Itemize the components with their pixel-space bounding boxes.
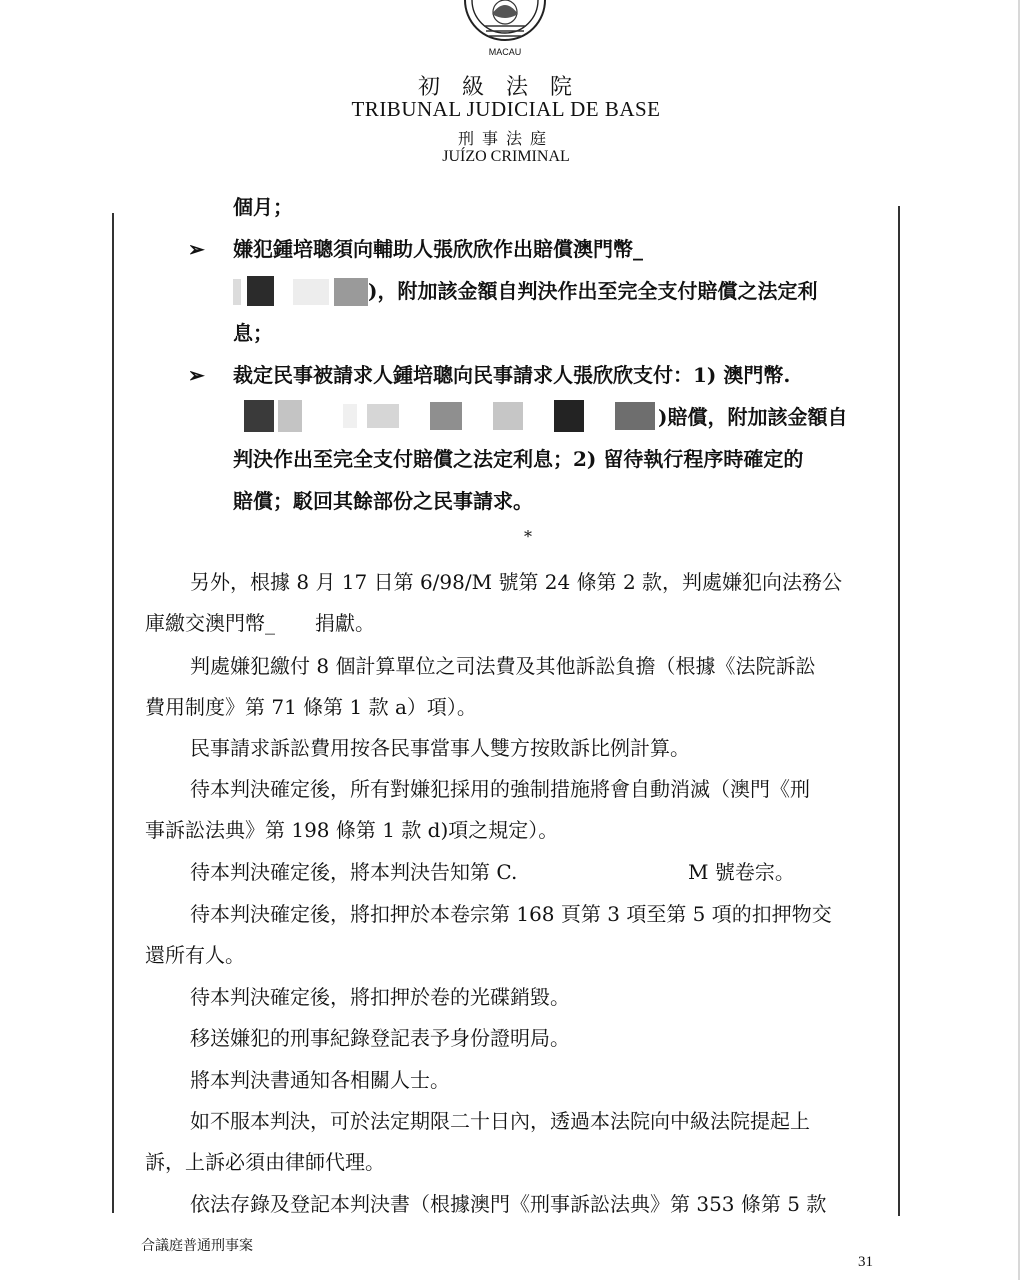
page-number: 31 [858, 1254, 873, 1270]
emblem-caption: MACAU [488, 47, 522, 57]
text-line: M 號卷宗。 [688, 860, 795, 884]
redaction-block [343, 404, 357, 428]
text-line: 依法存錄及登記本判決書（根據澳門《刑事訴訟法典》第 353 條第 5 款 [190, 1192, 827, 1216]
text-line: 事訴訟法典》第 198 條第 1 款 d)項之規定）。 [145, 818, 559, 842]
text-line: )，附加該金額自判決作出至完全支付賠償之法定利 [368, 279, 818, 303]
text-line: 判決作出至完全支付賠償之法定利息；2) 留待執行程序時確定的 [233, 447, 804, 471]
page-edge [1018, 0, 1020, 1280]
division-name-pt: JUÍZO CRIMINAL [442, 148, 570, 165]
text-line: 還所有人。 [145, 943, 245, 967]
section-separator: * [524, 527, 532, 546]
text-line: 如不服本判決，可於法定期限二十日內，透過本法院向中級法院提起上 [190, 1109, 810, 1133]
text-line: 將本判決書通知各相關人士。 [190, 1068, 450, 1092]
redaction-block [430, 402, 462, 430]
redaction-block [615, 402, 655, 430]
macau-emblem-icon [462, 0, 548, 66]
text-line: 嫌犯鍾培聰須向輔助人張欣欣作出賠償澳門幣_ [233, 237, 643, 261]
redaction-block [554, 400, 584, 432]
redaction-block [244, 400, 274, 432]
text-line: 待本判決確定後，所有對嫌犯採用的強制措施將會自動消滅（澳門《刑 [190, 777, 810, 801]
court-name-pt: TRIBUNAL JUDICIAL DE BASE [351, 97, 661, 121]
redaction-block [233, 279, 241, 305]
text-line: 訴，上訴必須由律師代理。 [145, 1150, 385, 1174]
text-line: 裁定民事被請求人鍾培聰向民事請求人張欣欣支付：1) 澳門幣. [233, 363, 791, 387]
bullet-arrow-icon: ➢ [188, 363, 205, 387]
redaction-block [367, 404, 399, 428]
text-line: 另外，根據 8 月 17 日第 6/98/M 號第 24 條第 2 款，判處嫌犯向法務公 [190, 570, 843, 594]
case-type-footer: 合議庭普通刑事案 [141, 1238, 253, 1254]
right-margin-rule [898, 206, 900, 1216]
text-line: 捐獻。 [315, 611, 375, 635]
court-name-zh: 初級法院 [417, 75, 594, 100]
redaction-block [278, 400, 302, 432]
text-line: 待本判決確定後，將本判決告知第 C. [190, 860, 518, 884]
left-margin-rule [112, 213, 114, 1213]
text-line: 民事請求訴訟費用按各民事當事人雙方按敗訴比例計算。 [190, 736, 690, 760]
redaction-block [493, 402, 523, 430]
text-line: 待本判決確定後，將扣押於卷的光碟銷毀。 [190, 985, 570, 1009]
redaction-block [334, 278, 368, 306]
text-line: 判處嫌犯繳付 8 個計算單位之司法費及其他訴訟負擔（根據《法院訴訟 [190, 654, 816, 678]
redaction-block [293, 279, 329, 305]
division-name-zh: 刑事法庭 [457, 129, 554, 148]
text-line: 賠償；駁回其餘部份之民事請求。 [233, 489, 533, 513]
redaction-block [247, 276, 274, 306]
text-line: 個月； [233, 195, 293, 219]
text-line: 費用制度》第 71 條第 1 款 a）項）。 [145, 695, 477, 719]
text-line: 待本判決確定後，將扣押於本卷宗第 168 頁第 3 項至第 5 項的扣押物交 [190, 902, 832, 926]
text-line: 庫繳交澳門幣_ [145, 611, 275, 635]
text-line: )賠償，附加該金額自 [658, 405, 848, 429]
bullet-arrow-icon: ➢ [188, 237, 205, 261]
text-line: 移送嫌犯的刑事紀錄登記表予身份證明局。 [190, 1026, 570, 1050]
text-line: 息； [233, 321, 273, 345]
